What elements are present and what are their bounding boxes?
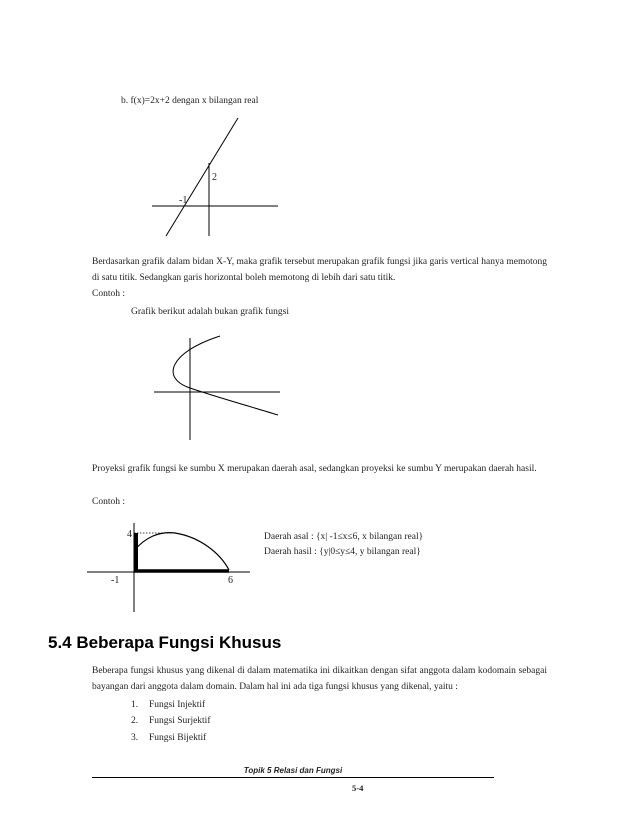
- list-item: [131, 731, 207, 745]
- non-function-graph: [150, 330, 285, 442]
- range-text: Daerah hasil : {y|0≤y≤4, y bilangan real}: [264, 547, 421, 557]
- linear-function-graph: [140, 108, 290, 238]
- x-min-label: -1: [111, 575, 120, 586]
- projection-paragraph: Proyeksi grafik fungsi ke sumbu X merupakan daerah asal, sedangkan proyeksi ke sumbu Y merupakan daerah hasil.: [92, 464, 537, 474]
- vertical-line-test-paragraph: Berdasarkan grafik dalam bidan X-Y, maka grafik tersebut merupakan grafik fungsi jika garis vertical hanya memotong di satu titik. Sedangkan garis horizontal boleh memotong di lebih dari satu titik.: [92, 257, 547, 283]
- list-item-number: 3.: [131, 733, 139, 743]
- list-item-number: 1.: [131, 700, 139, 710]
- x-max-label: 6: [228, 575, 233, 586]
- section-heading: 5.4 Beberapa Fungsi Khusus: [48, 633, 282, 652]
- x-intercept-label: -1: [179, 195, 188, 206]
- list-item-label: Fungsi Bijektif: [149, 733, 207, 743]
- list-item: [131, 714, 211, 728]
- footer-rule: [92, 777, 494, 778]
- list-item: [131, 698, 206, 712]
- page-number: 5-4: [352, 783, 364, 793]
- y-intercept-label: 2: [212, 172, 217, 183]
- footer-title: Topik 5 Relasi dan Fungsi: [243, 766, 343, 775]
- non-function-caption: Grafik berikut adalah bukan grafik fungsi: [131, 307, 290, 317]
- function-curve: [134, 533, 229, 570]
- domain-range-graph: [85, 515, 255, 615]
- function-line: [166, 118, 238, 236]
- contoh-label-2: Contoh :: [92, 497, 125, 507]
- sideways-parabola-curve: [173, 336, 278, 415]
- example-b-label: b. f(x)=2x+2 dengan x bilangan real: [121, 96, 259, 106]
- section-intro-paragraph: Beberapa fungsi khusus yang dikenal di dalam matematika ini dikaitkan dengan sifat anggota dalam kodomain sebagai bayangan dari anggota dalam domain. Dalam hal ini ada tiga fungsi khusus yang dikenal, yaitu :: [92, 666, 547, 692]
- contoh-label-1: Contoh :: [92, 289, 125, 299]
- list-item-number: 2.: [131, 716, 139, 726]
- y-max-label: 4: [127, 529, 132, 540]
- domain-text: Daerah asal : {x| -1≤x≤6, x bilangan real}: [264, 532, 424, 542]
- list-item-label: Fungsi Injektif: [149, 700, 206, 710]
- list-item-label: Fungsi Surjektif: [149, 716, 211, 726]
